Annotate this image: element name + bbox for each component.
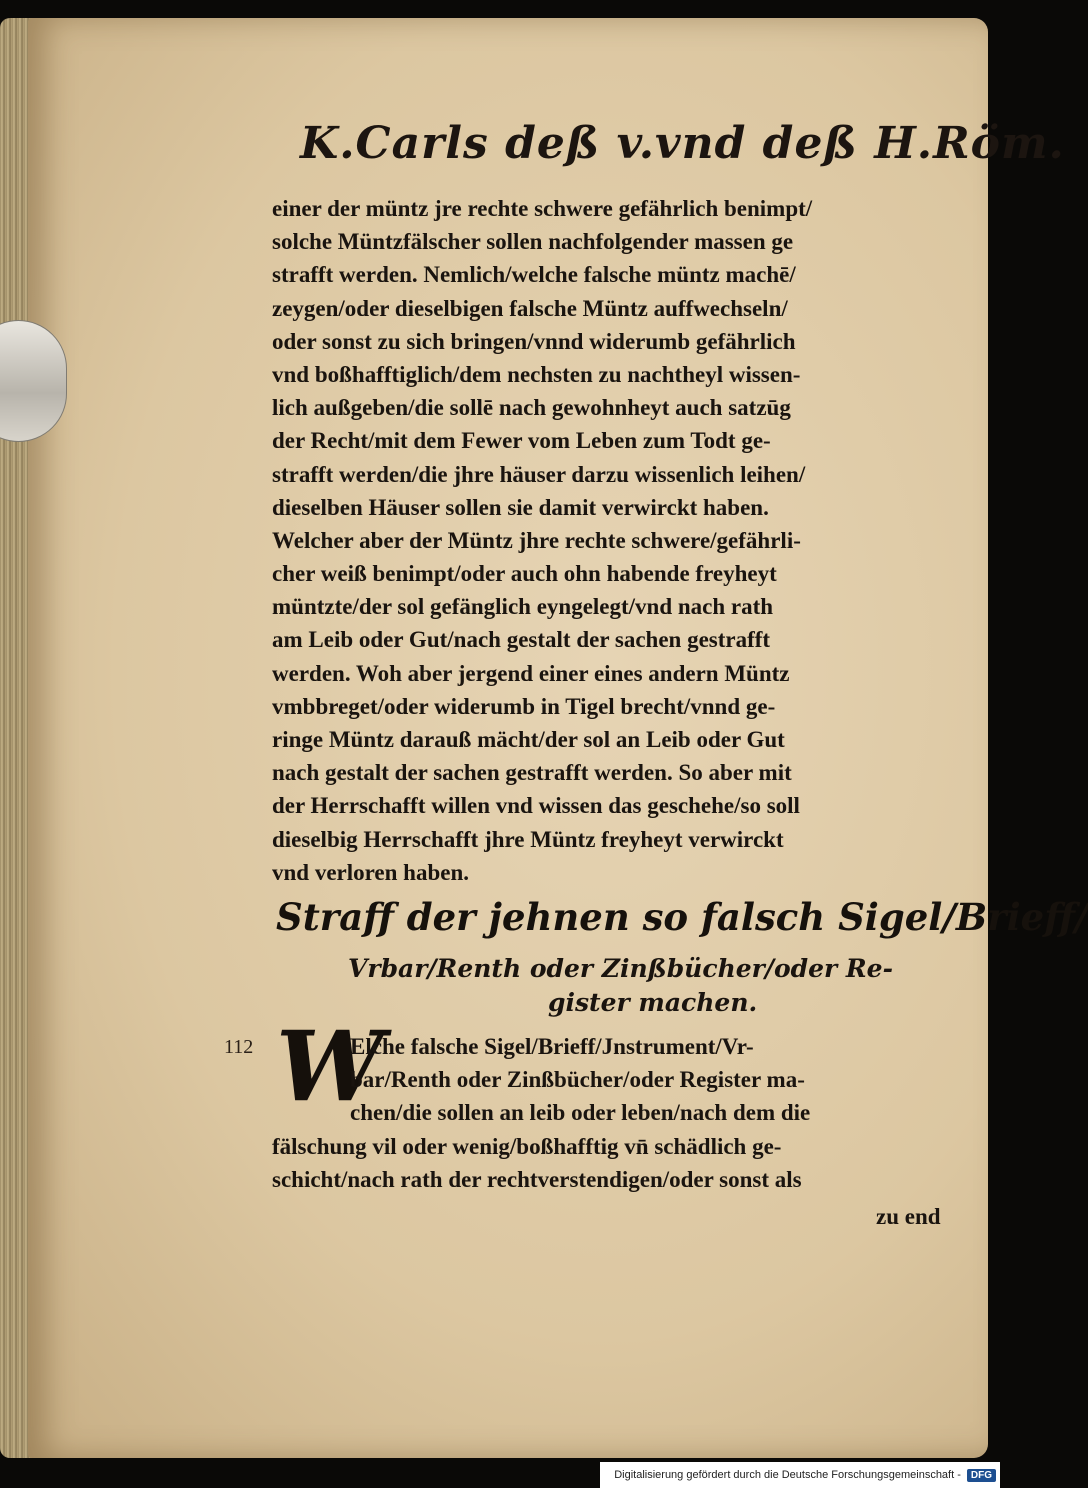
text-line: müntzte/der sol gefänglich eyngelegt/vnd nach rath: [272, 594, 774, 620]
body-text: [272, 192, 972, 889]
text-line: werden. Woh aber jergend einer eines andern Müntz: [272, 660, 790, 686]
text-line: Welcher aber der Müntz jhre rechte schwere/gefährli-: [272, 527, 801, 553]
text-line: strafft werden/die jhre häuser darzu wissenlich leihen/: [272, 461, 806, 487]
catchword: zu end: [876, 1204, 941, 1229]
text-line: schicht/nach rath der rechtverstendigen/oder sonst als: [272, 1166, 802, 1192]
text-line: chen/die sollen an leib oder leben/nach dem die: [350, 1100, 811, 1126]
text-line: solche Müntzfälscher sollen nachfolgender massen ge: [272, 229, 794, 255]
text-line: einer der müntz jre rechte schwere gefährlich benimpt/: [272, 196, 813, 221]
article-number: 112: [224, 1036, 254, 1058]
footer-credit: Digitalisierung gefördert durch die Deutsche Forschungsgemeinschaft -: [614, 1469, 961, 1481]
text-line: bar/Renth oder Zinßbücher/oder Register ma-: [350, 1067, 805, 1093]
text-line: lich außgeben/die sollē nach gewohnheyt auch satzūg: [272, 395, 791, 421]
running-header: K.Carls deß v.vnd deß H.Röm.: [300, 118, 1065, 169]
text-line: strafft werden. Nemlich/welche falsche müntz machē/: [272, 262, 796, 288]
section-heading-line1: Straff der jehnen so falsch Sigel/Brieff/: [276, 895, 1088, 939]
text-line: cher weiß benimpt/oder auch ohn habende freyheyt: [272, 561, 777, 587]
footer-bar: [600, 1462, 1000, 1488]
text-line: der Recht/mit dem Fewer vom Leben zum Todt ge-: [272, 428, 771, 454]
text-line: dieselbig Herrschafft jhre Müntz freyheyt verwirckt: [272, 826, 784, 852]
text-line: nach gestalt der sachen gestrafft werden. So aber mit: [272, 760, 792, 786]
text-line: am Leib oder Gut/nach gestalt der sachen gestrafft: [272, 627, 771, 653]
dfg-logo-icon: DFG: [967, 1469, 996, 1482]
text-line: vnd verloren haben.: [272, 859, 470, 885]
section-heading-line3: gister machen.: [548, 988, 758, 1017]
text-line: zeygen/oder dieselbigen falsche Müntz auffwechseln/: [272, 295, 788, 321]
text-line: fälschung vil oder wenig/boßhafftig vn̄ schädlich ge-: [272, 1133, 782, 1159]
text-line: der Herrschafft willen vnd wissen das geschehe/so soll: [272, 793, 800, 819]
text-line: Elche falsche Sigel/Brieff/Jnstrument/Vr-: [350, 1034, 754, 1059]
section-heading-line2: Vrbar/Renth oder Zinßbücher/oder Re-: [348, 954, 893, 983]
text-line: ringe Müntz darauß mächt/der sol an Leib oder Gut: [272, 727, 785, 752]
text-line: oder sonst zu sich bringen/vnnd widerumb gefährlich: [272, 328, 796, 354]
text-line: vmbbreget/oder widerumb in Tigel brecht/vnnd ge-: [272, 693, 776, 719]
drop-cap: W: [276, 1010, 384, 1123]
text-line: vnd boßhafftiglich/dem nechsten zu nachtheyl wissen-: [272, 361, 801, 387]
text-line: dieselben Häuser sollen sie damit verwirckt haben.: [272, 494, 769, 520]
article-text: [272, 1030, 972, 1196]
